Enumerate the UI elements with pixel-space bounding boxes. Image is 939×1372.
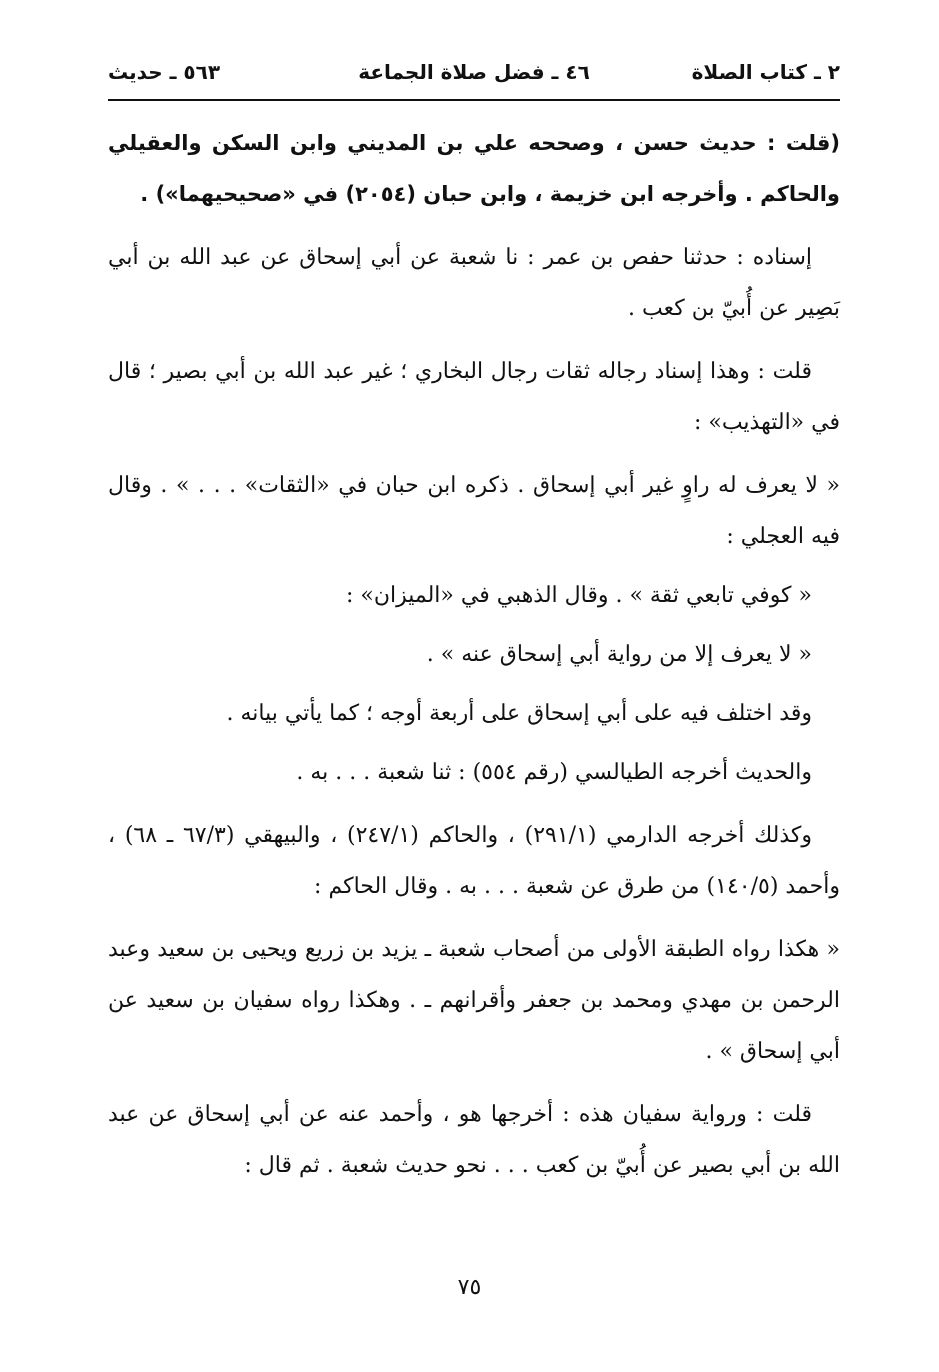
commentary-paragraph: وكذلك أخرجه الدارمي (٢٩١/١) ، والحاكم (٢٤٧/١) ، والبيهقي (٦٧/٣ ـ ٦٨) ، وأحمد (١٤٠/٥) من طرق عن شعبة . . . به . وقال الحاكم : xyxy=(108,823,840,899)
verdict-paragraph: (قلت : حديث حسن ، وصححه علي بن المديني وابن السكن والعقيلي والحاكم . وأخرجه ابن خزيمة ، وابن حبان (٢٠٥٤) في «صحيحيهما») . xyxy=(108,131,840,206)
commentary-paragraph: وقد اختلف فيه على أبي إسحاق على أربعة أوجه ؛ كما يأتي بيانه . xyxy=(226,701,812,726)
page-number: ٧٥ xyxy=(457,1275,482,1300)
header-book-title: ٢ ـ كتاب الصلاة xyxy=(691,60,840,84)
quote-paragraph: « كوفي تابعي ثقة » . وقال الذهبي في «الميزان» : xyxy=(345,583,812,608)
running-header xyxy=(108,60,840,94)
quote-paragraph: « لا يعرف إلا من رواية أبي إسحاق عنه » . xyxy=(426,642,812,667)
header-chapter-title: ٤٦ ـ فضل صلاة الجماعة xyxy=(358,60,590,84)
header-divider xyxy=(108,99,840,101)
quote-paragraph: « لا يعرف له راوٍ غير أبي إسحاق . ذكره ابن حبان في «الثقات» . . . » . وقال فيه العجلي : xyxy=(108,473,840,549)
header-hadith-number: ٥٦٣ ـ حديث xyxy=(108,60,221,84)
isnad-paragraph: إسناده : حدثنا حفص بن عمر : نا شعبة عن أبي إسحاق عن عبد الله بن أبي بَصِير عن أُبيّ بن كعب . xyxy=(108,245,840,321)
commentary-paragraph: قلت : ورواية سفيان هذه : أخرجها هو ، وأحمد عنه عن أبي إسحاق عن عبد الله بن أبي بصير عن أُبيّ بن كعب . . . نحو حديث شعبة . ثم قال : xyxy=(108,1102,840,1178)
page-body xyxy=(108,118,840,1191)
commentary-paragraph: والحديث أخرجه الطيالسي (رقم ٥٥٤) : ثنا شعبة . . . به . xyxy=(296,760,812,785)
commentary-paragraph: قلت : وهذا إسناد رجاله ثقات رجال البخاري ؛ غير عبد الله بن أبي بصير ؛ قال في «التهذيب» : xyxy=(108,359,840,435)
quote-paragraph: « هكذا رواه الطبقة الأولى من أصحاب شعبة ـ يزيد بن زريع ويحيى بن سعيد وعبد الرحمن بن مهدي ومحمد بن جعفر وأقرانهم ـ . وهكذا رواه سفيان بن سعيد عن أبي إسحاق » . xyxy=(108,937,840,1064)
